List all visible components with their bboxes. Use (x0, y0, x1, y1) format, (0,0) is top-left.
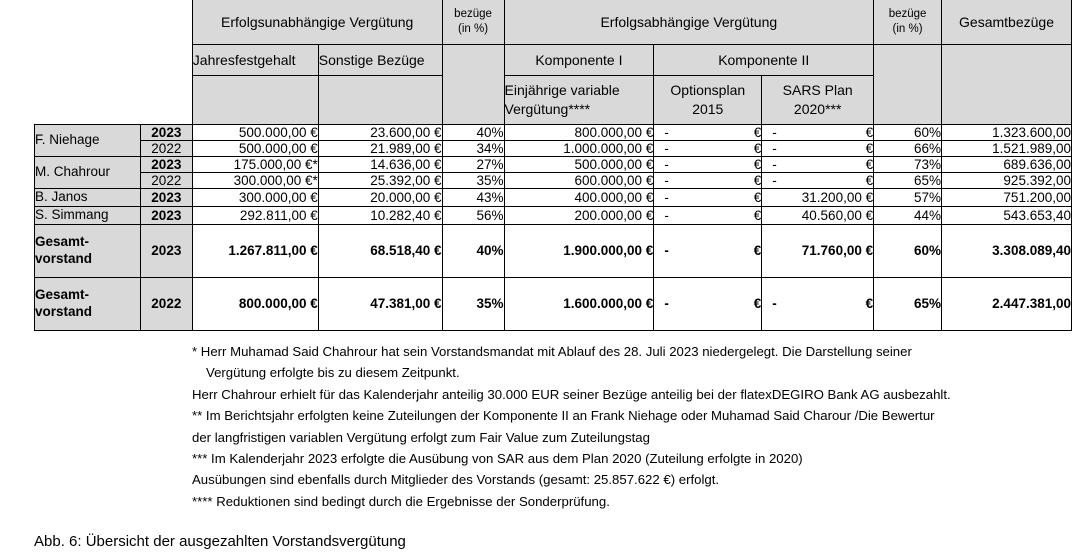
row-option-value: - (664, 243, 669, 259)
row-fixed-salary: 300.000,00 € (192, 189, 318, 207)
row-fixed-salary: 300.000,00 €* (192, 173, 318, 189)
row-option-currency: € (753, 157, 762, 172)
header-sars-plan (762, 76, 874, 125)
row-option-plan (654, 277, 762, 330)
header-sars-plan-line1: SARS Plan (782, 82, 853, 99)
footnote-line: Ausübungen sind ebenfalls durch Mitglieder des Vorstands (gesamt: 25.857.622 €) erfolgt. (192, 472, 720, 488)
figure-caption: Abb. 6: Übersicht der ausgezahlten Vorstandsvergütung (34, 533, 406, 550)
row-sars-value: - (772, 125, 777, 140)
row-year: 2023 (140, 157, 192, 173)
row-fixed-salary: 175.000,00 €* (192, 157, 318, 173)
header-one-year-variable-line2: Vergütung**** (504, 101, 591, 117)
row-ratio-dependent: 44% (874, 206, 942, 224)
footnote-line: *** Im Kalenderjahr 2023 erfolgte die Ausübung von SAR aus dem Plan 2020 (Zuteilung erfolgte in 2020) (192, 450, 803, 466)
row-fixed-salary: 500.000,00 € (192, 141, 318, 157)
row-option-value: - (664, 207, 669, 223)
row-year: 2023 (140, 189, 192, 207)
row-variable: 500.000,00 € (504, 157, 654, 173)
row-name: F. Niehage (35, 125, 141, 157)
row-option-currency: € (753, 173, 762, 188)
row-other-benefits: 10.282,40 € (318, 206, 442, 224)
row-total: 689.636,00 (942, 157, 1072, 173)
table-row (35, 189, 1072, 207)
row-option-plan (654, 189, 762, 207)
row-option-currency: € (753, 141, 762, 156)
row-option-value: - (664, 125, 669, 140)
row-sars-value: - (772, 157, 777, 172)
row-sars-value: - (772, 296, 777, 312)
header-one-year-variable-line1: Einjährige variable (504, 82, 620, 99)
row-option-plan (654, 173, 762, 189)
row-fixed-salary: 800.000,00 € (192, 277, 318, 330)
table-row (35, 173, 1072, 189)
row-name (35, 277, 141, 330)
row-option-plan (654, 206, 762, 224)
header-other-benefits: Sonstige Bezüge (318, 45, 442, 76)
row-sars-plan: 71.760,00 € (762, 224, 874, 277)
row-sars-currency: € (865, 141, 874, 156)
row-total: 751.200,00 (942, 189, 1072, 207)
row-option-plan (654, 224, 762, 277)
row-sars-currency: € (865, 173, 874, 188)
footnote-line: * Herr Muhamad Said Chahrour hat sein Vorstandsmandat mit Ablauf des 28. Juli 2023 niedergelegt. Die Darstellung seiner (192, 344, 912, 359)
footnote-line: Vergütung erfolgte bis zu diesem Zeitpunkt. (206, 365, 460, 381)
row-option-value: - (664, 296, 669, 312)
row-option-currency: € (753, 125, 762, 140)
row-other-benefits: 25.392,00 € (318, 173, 442, 189)
row-ratio-dependent: 65% (874, 277, 942, 330)
row-variable: 1.900.000,00 € (504, 224, 654, 277)
header-spacer-name (35, 0, 141, 125)
header-ratio-dependent-cell (874, 45, 942, 125)
header-ratio-independent-line2: (in %) (458, 23, 489, 35)
header-ratio-independent-line1: bezüge (454, 8, 492, 21)
header-ratio-independent-cell (442, 45, 504, 125)
header-option-plan (654, 76, 762, 125)
header-one-year-variable (504, 76, 654, 125)
row-total: 543.653,40 (942, 206, 1072, 224)
row-total: 1.323.600,00 (942, 125, 1072, 141)
header-option-plan-line2: 2015 (692, 101, 724, 117)
row-name: S. Simmang (35, 206, 141, 224)
row-year: 2022 (140, 141, 192, 157)
header-option-plan-line1: Optionsplan (670, 82, 746, 99)
table-row (35, 157, 1072, 173)
header-component-2: Komponente II (654, 45, 874, 76)
row-year: 2023 (140, 206, 192, 224)
row-other-benefits: 68.518,40 € (318, 224, 442, 277)
header-other-sub (318, 76, 442, 125)
row-name (35, 224, 141, 277)
row-variable: 1.600.000,00 € (504, 277, 654, 330)
row-sars-plan (762, 125, 874, 141)
row-sars-plan: 31.200,00 € (762, 189, 874, 207)
row-option-value: - (664, 141, 669, 156)
row-name-line1: Gesamt- (35, 233, 90, 249)
row-total: 2.447.381,00 (942, 277, 1072, 330)
row-year: 2023 (140, 224, 192, 277)
header-fixed-sub (192, 76, 318, 125)
row-name: B. Janos (35, 189, 141, 207)
row-option-currency: € (753, 207, 762, 223)
row-ratio-independent: 34% (442, 141, 504, 157)
table-header-row-groups (35, 0, 1072, 45)
row-name-line1: Gesamt- (35, 286, 90, 302)
executive-remuneration-table (34, 0, 1072, 331)
row-ratio-independent: 40% (442, 224, 504, 277)
row-variable: 800.000,00 € (504, 125, 654, 141)
row-other-benefits: 47.381,00 € (318, 277, 442, 330)
row-fixed-salary: 1.267.811,00 € (192, 224, 318, 277)
header-ratio-independent (442, 0, 504, 45)
row-ratio-dependent: 57% (874, 189, 942, 207)
header-spacer-year (140, 0, 192, 125)
row-ratio-independent: 43% (442, 189, 504, 207)
row-total: 925.392,00 (942, 173, 1072, 189)
row-sars-value: - (772, 141, 777, 156)
row-ratio-independent: 35% (442, 277, 504, 330)
row-option-currency: € (753, 189, 762, 205)
footnote-line: ** Im Berichtsjahr erfolgten keine Zuteilungen der Komponente II an Frank Niehage oder Muhamad Said Charour /Die Bewertur (192, 408, 935, 424)
row-ratio-dependent: 66% (874, 141, 942, 157)
row-sars-currency: € (865, 296, 874, 312)
row-other-benefits: 23.600,00 € (318, 125, 442, 141)
header-sars-plan-line2: 2020*** (793, 101, 842, 117)
row-ratio-dependent: 60% (874, 125, 942, 141)
table-row-total (35, 224, 1072, 277)
row-ratio-independent: 40% (442, 125, 504, 141)
row-option-value: - (664, 189, 669, 205)
row-ratio-dependent: 73% (874, 157, 942, 173)
row-option-currency: € (753, 296, 762, 312)
row-total: 3.308.089,40 (942, 224, 1072, 277)
header-component-1: Komponente I (504, 45, 654, 76)
row-fixed-salary: 500.000,00 € (192, 125, 318, 141)
row-option-value: - (664, 173, 669, 188)
row-fixed-salary: 292.811,00 € (192, 206, 318, 224)
row-option-currency: € (753, 243, 762, 259)
table-row (35, 125, 1072, 141)
row-other-benefits: 14.636,00 € (318, 157, 442, 173)
row-ratio-independent: 56% (442, 206, 504, 224)
row-other-benefits: 20.000,00 € (318, 189, 442, 207)
header-performance-dependent: Erfolgsabhängige Vergütung (504, 0, 874, 45)
row-sars-currency: € (865, 157, 874, 172)
table-row-total (35, 277, 1072, 330)
row-sars-plan (762, 173, 874, 189)
header-total-remuneration: Gesamtbezüge (942, 0, 1072, 45)
row-name-line2: vorstand (35, 250, 93, 266)
row-option-plan (654, 141, 762, 157)
table-row (35, 206, 1072, 224)
footnote-line: **** Reduktionen sind bedingt durch die Ergebnisse der Sonderprüfung. (192, 493, 610, 509)
row-variable: 400.000,00 € (504, 189, 654, 207)
row-sars-plan (762, 277, 874, 330)
header-ratio-dependent (874, 0, 942, 45)
row-variable: 1.000.000,00 € (504, 141, 654, 157)
footnote-line: der langfristigen variablen Vergütung erfolgt zum Fair Value zum Zuteilungstag (192, 429, 650, 445)
footnote-line: Herr Chahrour erhielt für das Kalenderjahr anteilig 30.000 EUR seiner Bezüge anteilig bei der flatexDEGIRO Bank AG ausbezahlt. (192, 386, 951, 402)
row-option-value: - (664, 157, 669, 172)
header-ratio-dependent-line1: bezüge (888, 8, 927, 21)
header-ratio-dependent-line2: (in %) (892, 23, 923, 35)
row-year: 2022 (140, 173, 192, 189)
row-ratio-independent: 27% (442, 157, 504, 173)
table-row (35, 141, 1072, 157)
row-sars-plan: 40.560,00 € (762, 206, 874, 224)
row-option-plan (654, 125, 762, 141)
row-sars-plan (762, 157, 874, 173)
row-variable: 200.000,00 € (504, 206, 654, 224)
header-total-cell (942, 45, 1072, 125)
row-ratio-dependent: 65% (874, 173, 942, 189)
footnotes-block (192, 341, 1072, 512)
row-year: 2022 (140, 277, 192, 330)
row-total: 1.521.989,00 (942, 141, 1072, 157)
row-sars-value: - (772, 173, 777, 188)
row-ratio-dependent: 60% (874, 224, 942, 277)
row-option-plan (654, 157, 762, 173)
row-ratio-independent: 35% (442, 173, 504, 189)
row-other-benefits: 21.989,00 € (318, 141, 442, 157)
row-year: 2023 (140, 125, 192, 141)
row-name-line2: vorstand (35, 303, 93, 319)
row-name: M. Chahrour (35, 157, 141, 189)
row-sars-currency: € (865, 125, 874, 140)
header-performance-independent: Erfolgsunabhängige Vergütung (192, 0, 442, 45)
header-annual-fixed-salary: Jahresfestgehalt (192, 45, 318, 76)
row-sars-plan (762, 141, 874, 157)
row-variable: 600.000,00 € (504, 173, 654, 189)
